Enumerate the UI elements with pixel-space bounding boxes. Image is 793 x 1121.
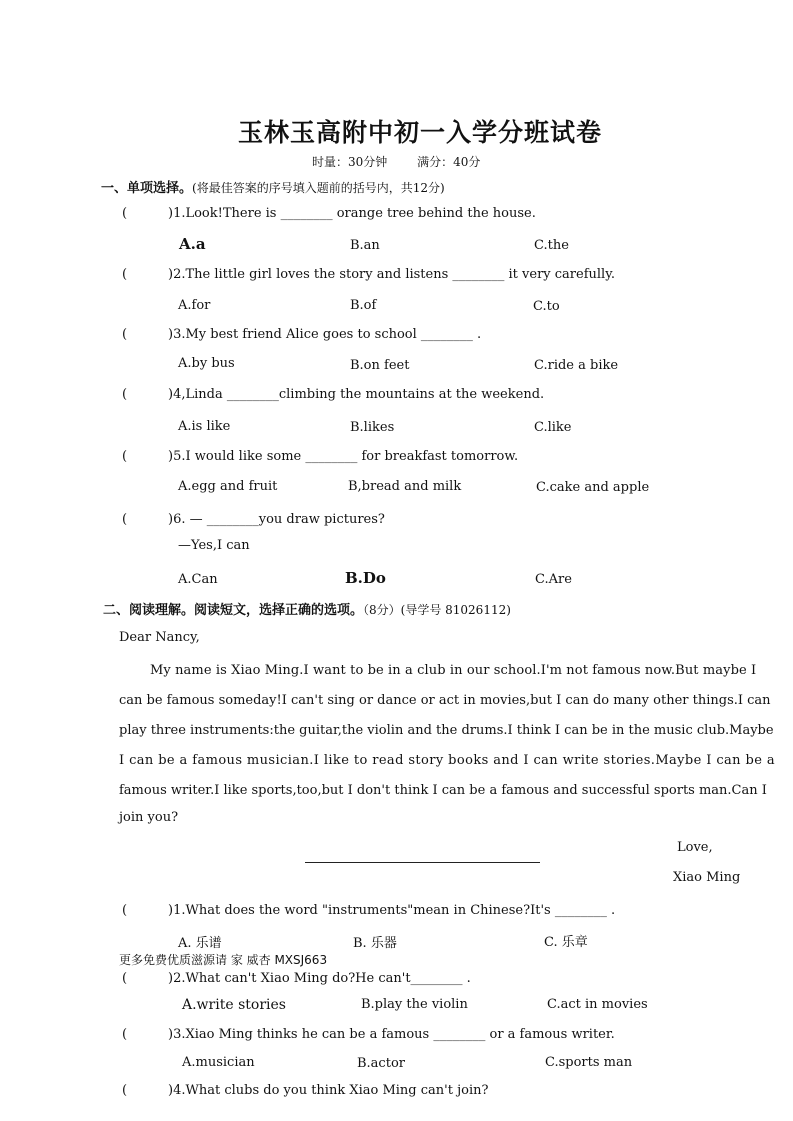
- letter-greeting: Dear Nancy,: [119, 630, 200, 645]
- r1-option-a: A. 乐谱: [178, 936, 222, 951]
- q3-option-a: A.by bus: [178, 356, 235, 371]
- q1-option-b: B.an: [350, 238, 380, 253]
- q2-option-a: A.for: [178, 298, 211, 313]
- question-5: [122, 449, 518, 464]
- q5-option-c: C.cake and apple: [536, 480, 650, 495]
- q6-option-b: B.Do: [345, 569, 386, 587]
- q2-option-b: B.of: [350, 298, 377, 313]
- question-6-stem: )6. — ________you draw pictures?: [168, 512, 385, 527]
- exam-info: [312, 153, 506, 170]
- r1-option-c: C. 乐章: [544, 935, 588, 950]
- q1-option-a: A.a: [179, 235, 206, 253]
- q5-option-b: B,bread and milk: [348, 479, 462, 494]
- question-1-stem: )1.Look!There is ________ orange tree behind the house.: [168, 206, 536, 221]
- letter-line: play three instruments:the guitar,the violin and the drums.I think I can be in the music club.Maybe: [119, 723, 774, 738]
- reading-question-3-stem: )3.Xiao Ming thinks he can be a famous ________ or a famous writer.: [168, 1027, 615, 1042]
- question-1: [122, 206, 536, 221]
- answer-bracket[interactable]: (: [122, 971, 128, 986]
- section1-heading: [101, 177, 445, 196]
- reading-question-4-stem: )4.What clubs do you think Xiao Ming can't join?: [168, 1083, 489, 1098]
- q2-option-c: C.to: [533, 299, 560, 314]
- answer-bracket[interactable]: (: [122, 387, 128, 402]
- reading-question-3: [122, 1027, 615, 1042]
- reading-question-1: [122, 903, 615, 918]
- answer-bracket[interactable]: (: [122, 903, 128, 918]
- q6-option-c: C.Are: [535, 572, 572, 587]
- divider-line: [305, 862, 540, 863]
- letter-line: can be famous someday!I can't sing or dance or act in movies,but I can do many other things.I can: [119, 693, 771, 708]
- page-title: 玉林玉高附中初一入学分班试卷: [238, 118, 603, 147]
- question-6: [122, 512, 385, 527]
- reading-question-1-stem: )1.What does the word "instruments"mean in Chinese?It's ________ .: [168, 903, 616, 918]
- section1-title: 一、单项选择。: [101, 181, 193, 196]
- section2-heading: [103, 599, 511, 618]
- question-5-stem: )5.I would like some ________ for breakfast tomorrow.: [168, 449, 519, 464]
- q4-option-a: A.is like: [178, 419, 231, 434]
- q1-option-c: C.the: [534, 238, 569, 253]
- r2-option-c: C.act in movies: [547, 997, 648, 1012]
- r3-option-c: C.sports man: [545, 1055, 633, 1070]
- question-2: [122, 267, 615, 282]
- answer-bracket[interactable]: (: [122, 1083, 128, 1098]
- section1-note: (将最佳答案的序号填入题前的括号内，共12分): [192, 181, 445, 195]
- question-4: [122, 387, 544, 402]
- r2-option-b: B.play the violin: [361, 997, 468, 1012]
- letter-line: My name is Xiao Ming.I want to be in a club in our school.I'm not famous now.But maybe I: [150, 663, 757, 678]
- letter-closing: Love,: [677, 840, 713, 855]
- letter-line: join you?: [119, 810, 179, 825]
- reading-question-2-stem: )2.What can't Xiao Ming do?He can't________ .: [168, 971, 471, 986]
- r1-option-b: B. 乐器: [353, 936, 397, 951]
- question-3: [122, 327, 481, 342]
- watermark-text: 更多免费优质滋源请 家 威杏 MXSJ663: [119, 953, 328, 967]
- letter-line: I can be a famous musician.I like to read story books and I can write stories.Maybe I can be a: [119, 753, 775, 768]
- letter-signature: Xiao Ming: [673, 870, 741, 885]
- q6-option-a: A.Can: [178, 572, 218, 587]
- answer-bracket[interactable]: (: [122, 1027, 128, 1042]
- letter-line: famous writer.I like sports,too,but I don't think I can be a famous and successful sports man.Can I: [119, 783, 767, 798]
- q4-option-b: B.likes: [350, 420, 395, 435]
- reading-question-2: [122, 971, 471, 986]
- q4-option-c: C.like: [534, 420, 572, 435]
- question-3-stem: )3.My best friend Alice goes to school ________ .: [168, 327, 482, 342]
- q3-option-b: B.on feet: [350, 358, 410, 373]
- section2-note: （8分）(导学号 81026112): [363, 603, 511, 617]
- q6-reply: —Yes,I can: [178, 538, 250, 553]
- question-2-stem: )2.The little girl loves the story and listens ________ it very carefully.: [168, 267, 615, 282]
- answer-bracket[interactable]: (: [122, 327, 128, 342]
- answer-bracket[interactable]: (: [122, 449, 128, 464]
- reading-question-4: [122, 1083, 488, 1098]
- r2-option-a: A.write stories: [182, 997, 286, 1013]
- r3-option-b: B.actor: [357, 1056, 405, 1071]
- full-score: 满分：40分: [417, 155, 481, 169]
- answer-bracket[interactable]: (: [122, 512, 128, 527]
- section2-title: 二、阅读理解。阅读短文，选择正确的选项。: [103, 603, 364, 618]
- answer-bracket[interactable]: (: [122, 267, 128, 282]
- time-limit: 时量：30分钟: [312, 155, 388, 169]
- r3-option-a: A.musician: [182, 1055, 255, 1070]
- q3-option-c: C.ride a bike: [534, 358, 619, 373]
- answer-bracket[interactable]: (: [122, 206, 128, 221]
- question-4-stem: )4,Linda ________climbing the mountains at the weekend.: [168, 387, 545, 402]
- q5-option-a: A.egg and fruit: [178, 479, 278, 494]
